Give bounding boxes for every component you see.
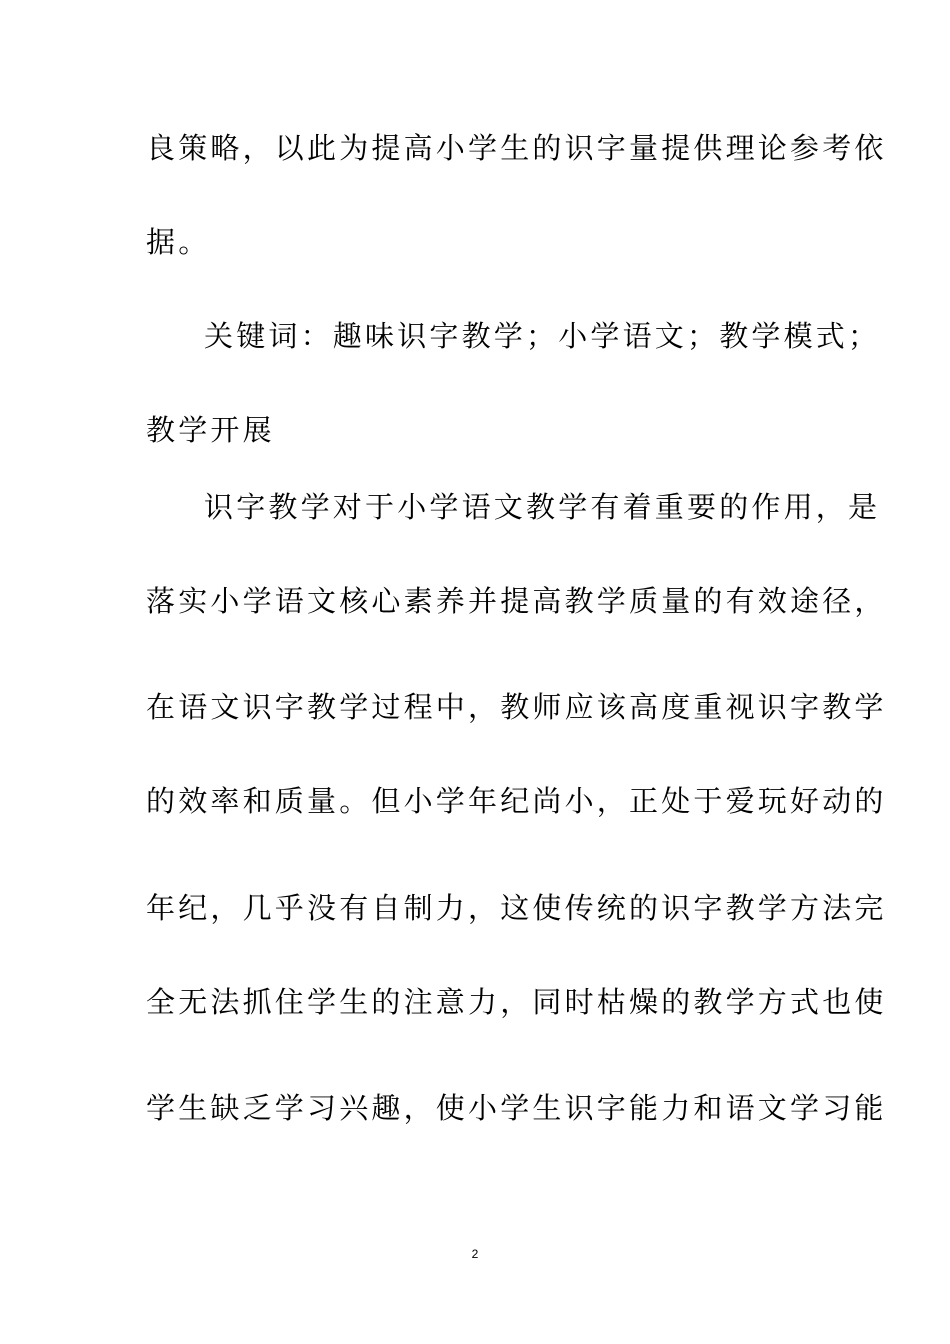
- paragraph-first-line: 识字教学对于小学语文教学有着重要的作用，是: [204, 490, 881, 524]
- text-line: 年纪，几乎没有自制力，这使传统的识字教学方法完: [146, 891, 887, 925]
- keywords-line: 关键词：趣味识字教学；小学语文；教学模式；: [204, 319, 881, 353]
- text-line: 在语文识字教学过程中，教师应该高度重视识字教学: [146, 690, 887, 724]
- text-line: 学生缺乏学习兴趣，使小学生识字能力和语文学习能: [146, 1091, 887, 1125]
- text-line: 的效率和质量。但小学年纪尚小，正处于爱玩好动的: [146, 784, 887, 818]
- text-line: 据。: [146, 225, 211, 259]
- text-line: 全无法抓住学生的注意力，同时枯燥的教学方式也使: [146, 985, 887, 1019]
- text-line: 落实小学语文核心素养并提高教学质量的有效途径，: [146, 584, 887, 618]
- page-number: 2: [471, 1247, 479, 1261]
- text-line: 教学开展: [146, 413, 275, 447]
- text-line: 良策略，以此为提高小学生的识字量提供理论参考依: [146, 131, 887, 165]
